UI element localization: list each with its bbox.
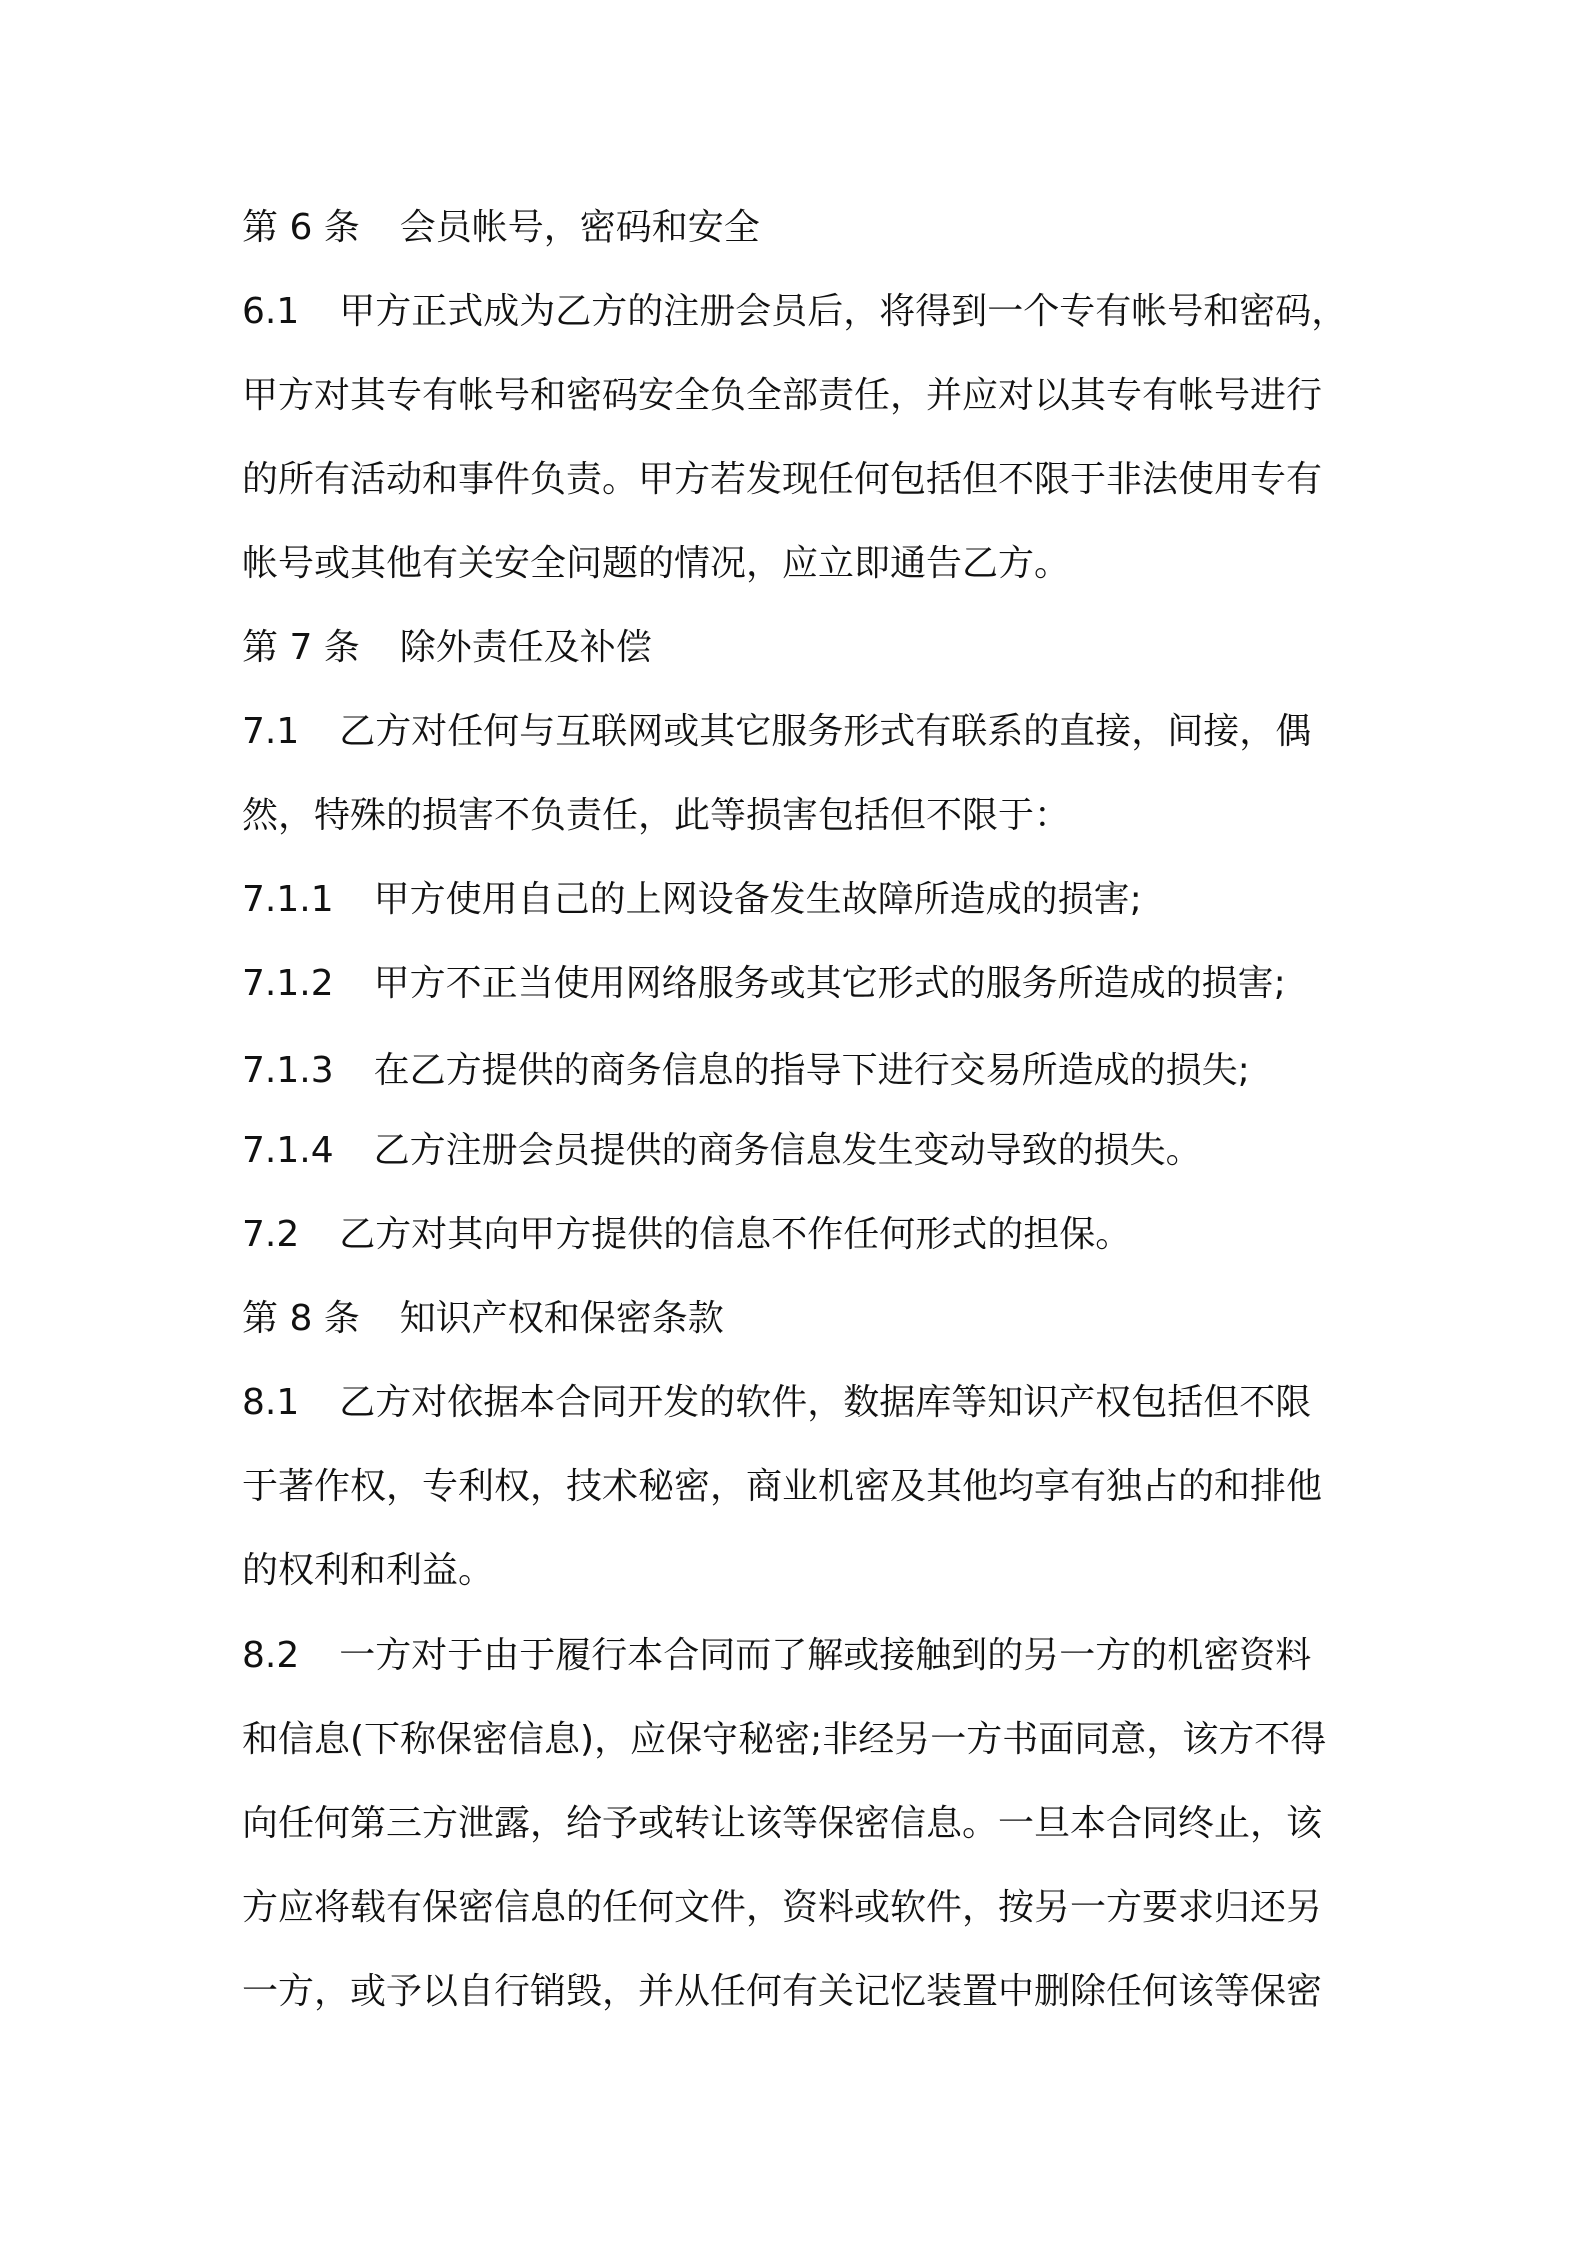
line-number: 7.1.4 [242, 1130, 334, 1171]
text-line [242, 1541, 1372, 1601]
line-text: 甲方正式成为乙方的注册会员后，将得到一个专有帐号和密码， [339, 291, 1348, 332]
line-number: 第 6 条 [242, 207, 360, 248]
line-number: 8.2 [242, 1635, 300, 1676]
line-number: 第 7 条 [242, 627, 360, 668]
article-7-heading [242, 618, 1372, 678]
line-text: 一方对于由于履行本合同而了解或接触到的另一方的机密资料 [339, 1635, 1312, 1676]
line-number: 7.1.2 [242, 963, 334, 1004]
article-8-heading [242, 1289, 1372, 1349]
line-text: 于著作权，专利权，技术秘密，商业机密及其他均享有独占的和排他 [242, 1466, 1323, 1507]
clause-8-2 [242, 1626, 1372, 1686]
clause-7-2 [242, 1205, 1372, 1265]
text-line [242, 1794, 1372, 1854]
line-text: 乙方对任何与互联网或其它服务形式有联系的直接，间接，偶 [339, 711, 1312, 752]
text-line [242, 450, 1372, 510]
line-text: 在乙方提供的商务信息的指导下进行交易所造成的损失; [373, 1050, 1250, 1091]
line-number: 8.1 [242, 1382, 300, 1423]
line-text: 方应将载有保密信息的任何文件，资料或软件，按另一方要求归还另 [242, 1887, 1323, 1928]
line-text: 然，特殊的损害不负责任，此等损害包括但不限于： [242, 795, 1071, 836]
line-number: 第 8 条 [242, 1298, 360, 1339]
line-text: 知识产权和保密条款 [399, 1298, 724, 1339]
line-text: 的所有活动和事件负责。甲方若发现任何包括但不限于非法使用专有 [242, 459, 1323, 500]
text-line [242, 1878, 1372, 1938]
clause-7-1 [242, 702, 1372, 762]
clause-6-1 [242, 282, 1372, 342]
line-number: 7.1.3 [242, 1050, 334, 1091]
clause-7-1-1 [242, 870, 1372, 930]
line-number: 7.2 [242, 1214, 300, 1255]
line-text: 甲方对其专有帐号和密码安全负全部责任，并应对以其专有帐号进行 [242, 375, 1323, 416]
line-text: 会员帐号，密码和安全 [399, 207, 760, 248]
line-text: 甲方使用自己的上网设备发生故障所造成的损害; [373, 879, 1142, 920]
text-line [242, 534, 1372, 594]
line-text: 乙方对依据本合同开发的软件，数据库等知识产权包括但不限 [339, 1382, 1312, 1423]
line-text: 乙方注册会员提供的商务信息发生变动导致的损失。 [373, 1130, 1202, 1171]
text-line [242, 786, 1372, 846]
line-text: 乙方对其向甲方提供的信息不作任何形式的担保。 [339, 1214, 1132, 1255]
line-text: 的权利和利益。 [242, 1550, 495, 1591]
line-text: 向任何第三方泄露，给予或转让该等保密信息。一旦本合同终止，该 [242, 1803, 1323, 1844]
line-number: 7.1.1 [242, 879, 334, 920]
line-text: 除外责任及补偿 [399, 627, 652, 668]
text-line [242, 1962, 1372, 2022]
clause-7-1-4 [242, 1121, 1372, 1181]
line-number: 6.1 [242, 291, 300, 332]
line-text: 甲方不正当使用网络服务或其它形式的服务所造成的损害; [373, 963, 1286, 1004]
clause-8-1 [242, 1373, 1372, 1433]
text-line [242, 366, 1372, 426]
clause-7-1-2 [242, 954, 1372, 1014]
line-text: 和信息(下称保密信息)，应保守秘密;非经另一方书面同意，该方不得 [242, 1719, 1327, 1760]
line-number: 7.1 [242, 711, 300, 752]
article-6-heading [242, 198, 1372, 258]
line-text: 帐号或其他有关安全问题的情况，应立即通告乙方。 [242, 543, 1071, 584]
text-line [242, 1457, 1372, 1517]
clause-7-1-3 [242, 1041, 1372, 1101]
text-line [242, 1710, 1372, 1770]
line-text: 一方，或予以自行销毁，并从任何有关记忆装置中删除任何该等保密 [242, 1971, 1323, 2012]
